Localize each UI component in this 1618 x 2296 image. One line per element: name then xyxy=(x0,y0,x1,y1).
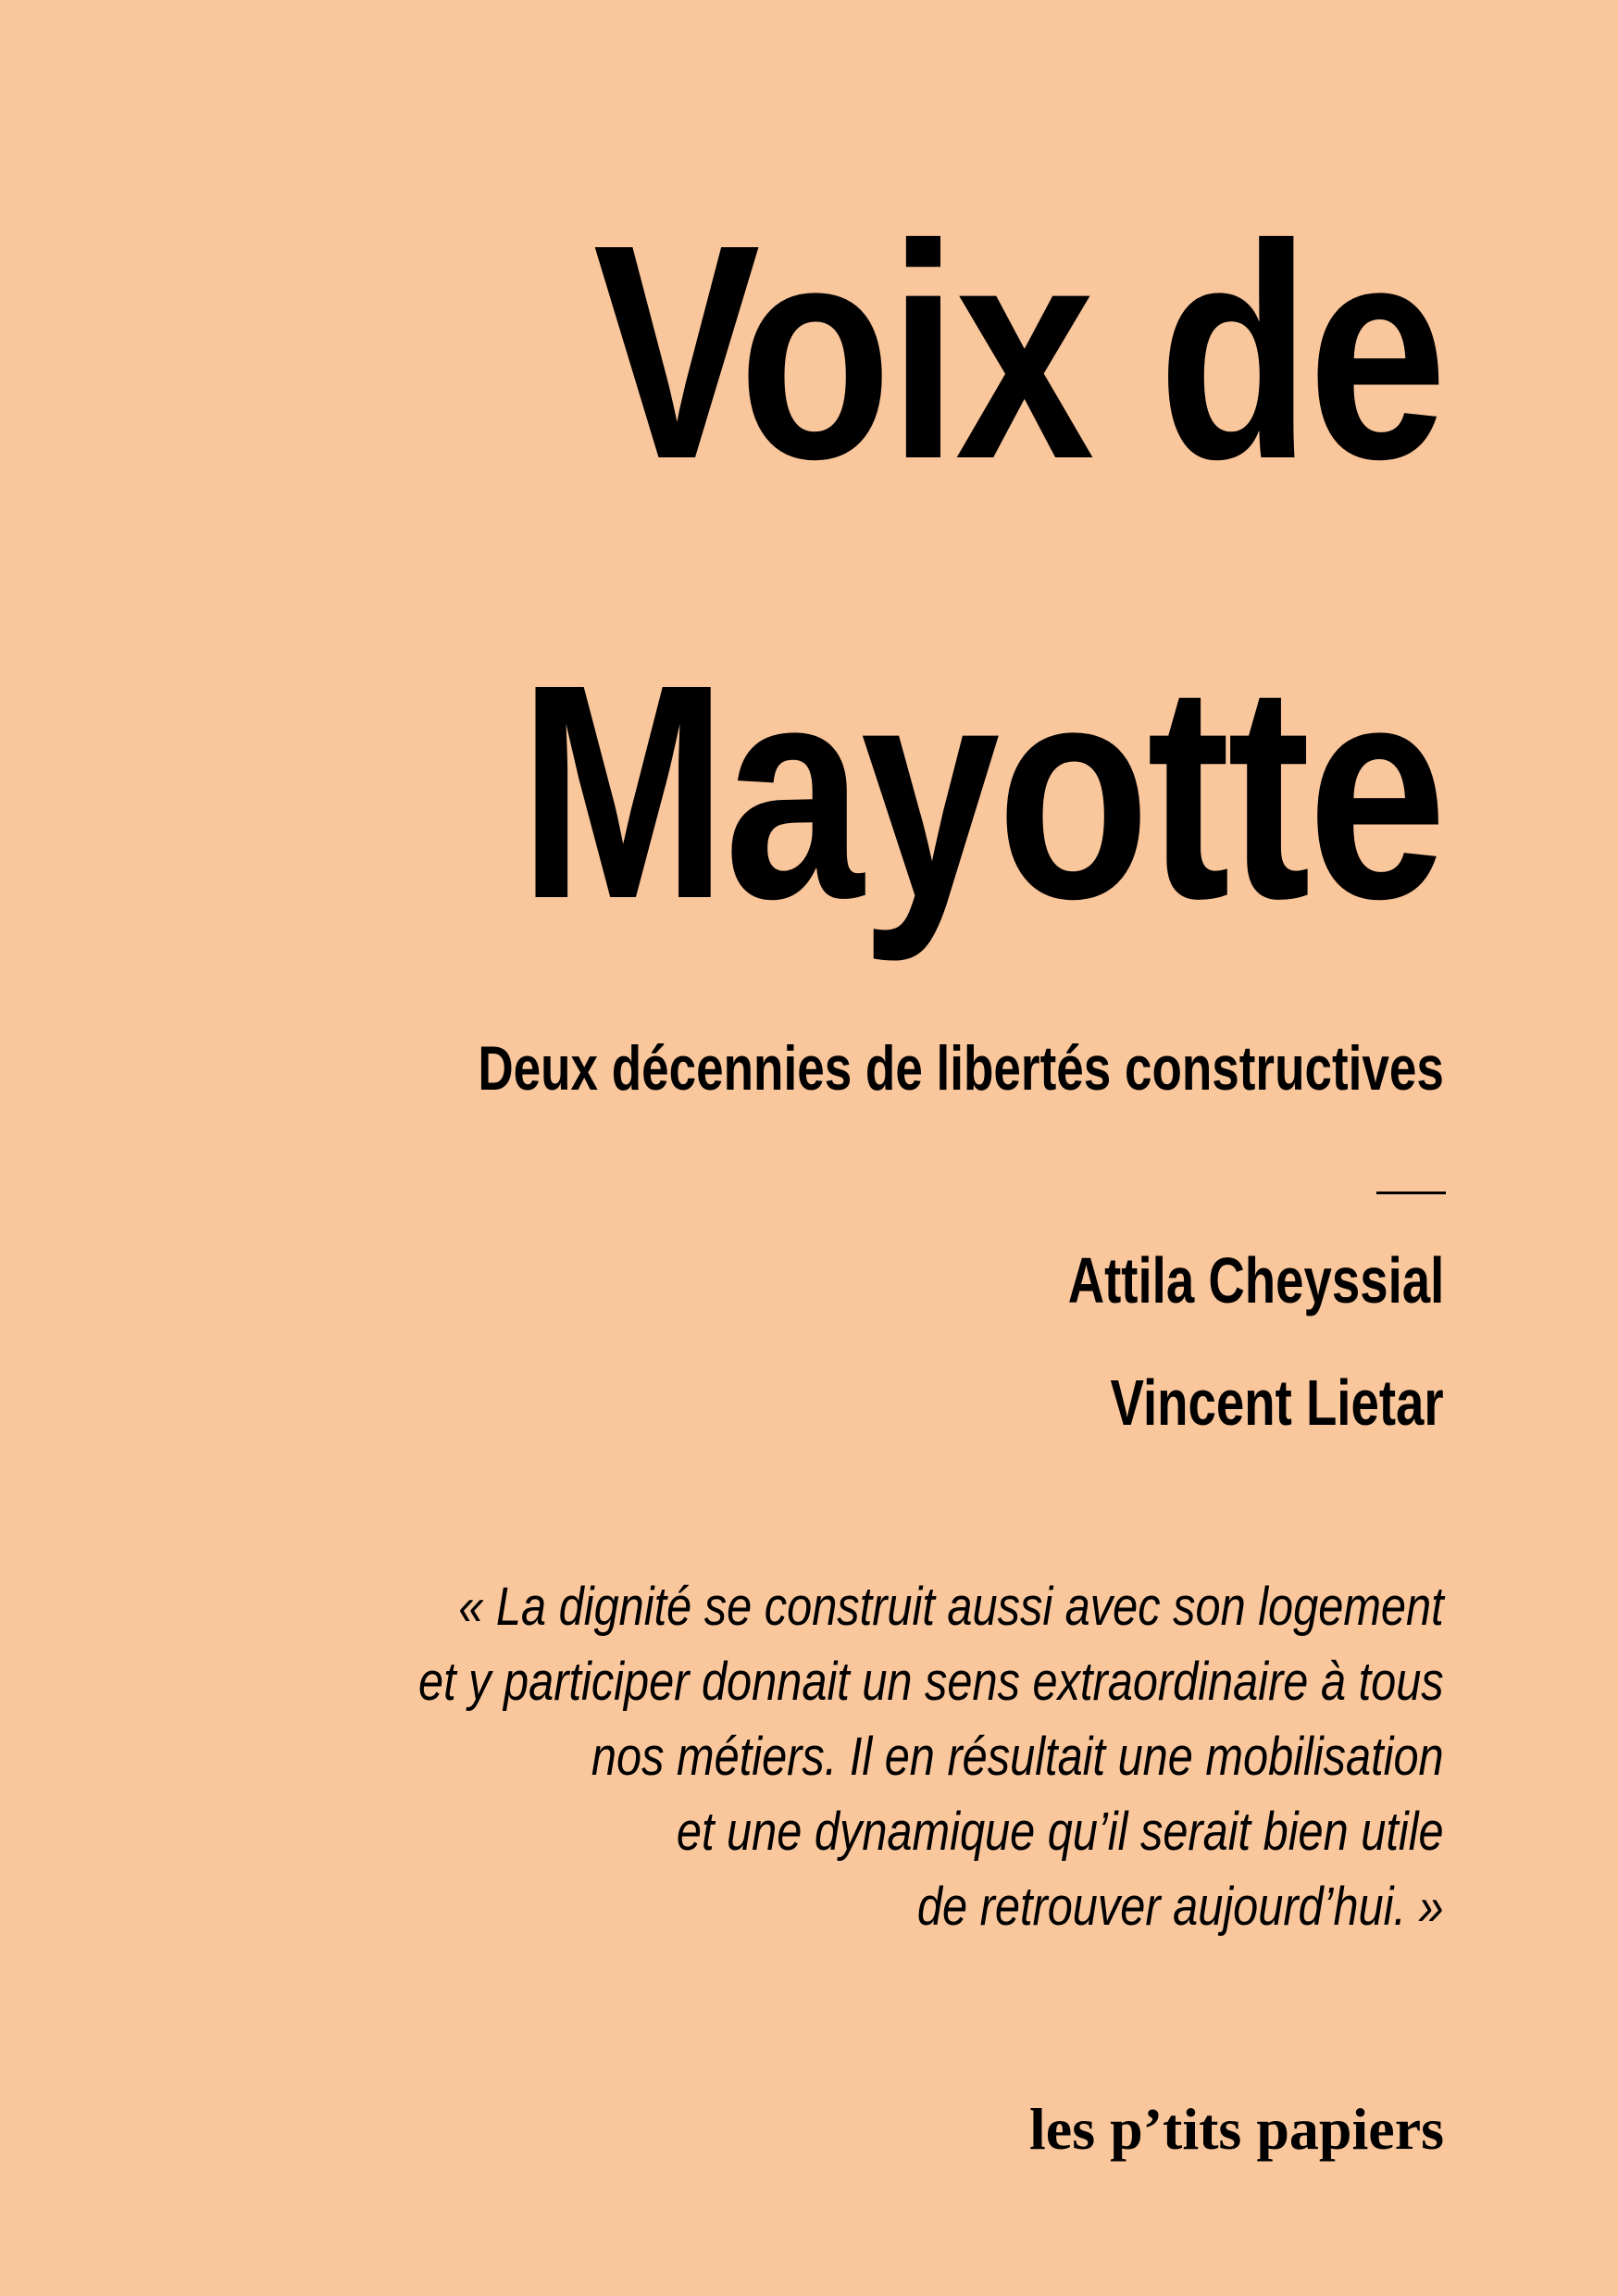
quote-line: nos métiers. Il en résultait une mobilisation xyxy=(591,1727,1444,1787)
quote-line: de retrouver aujourd’hui. » xyxy=(917,1877,1444,1937)
quote-line: et une dynamique qu’il serait bien utile xyxy=(677,1802,1444,1862)
publisher-logo: les p’tits papiers xyxy=(1029,2096,1444,2162)
divider xyxy=(1376,1192,1446,1194)
pull-quote xyxy=(418,1569,1444,1944)
quote-line: et y participer donnait un sens extraordinaire à tous xyxy=(418,1652,1444,1712)
title-line-1: Voix de xyxy=(592,181,1444,522)
author-2: Vincent Lietar xyxy=(1110,1366,1444,1439)
title-line-2: Mayotte xyxy=(518,620,1444,962)
author-1: Attila Cheyssial xyxy=(1067,1244,1444,1316)
quote-line: « La dignité se construit aussi avec son logement xyxy=(458,1577,1444,1637)
subtitle: Deux décennies de libertés constructives xyxy=(478,1033,1444,1104)
